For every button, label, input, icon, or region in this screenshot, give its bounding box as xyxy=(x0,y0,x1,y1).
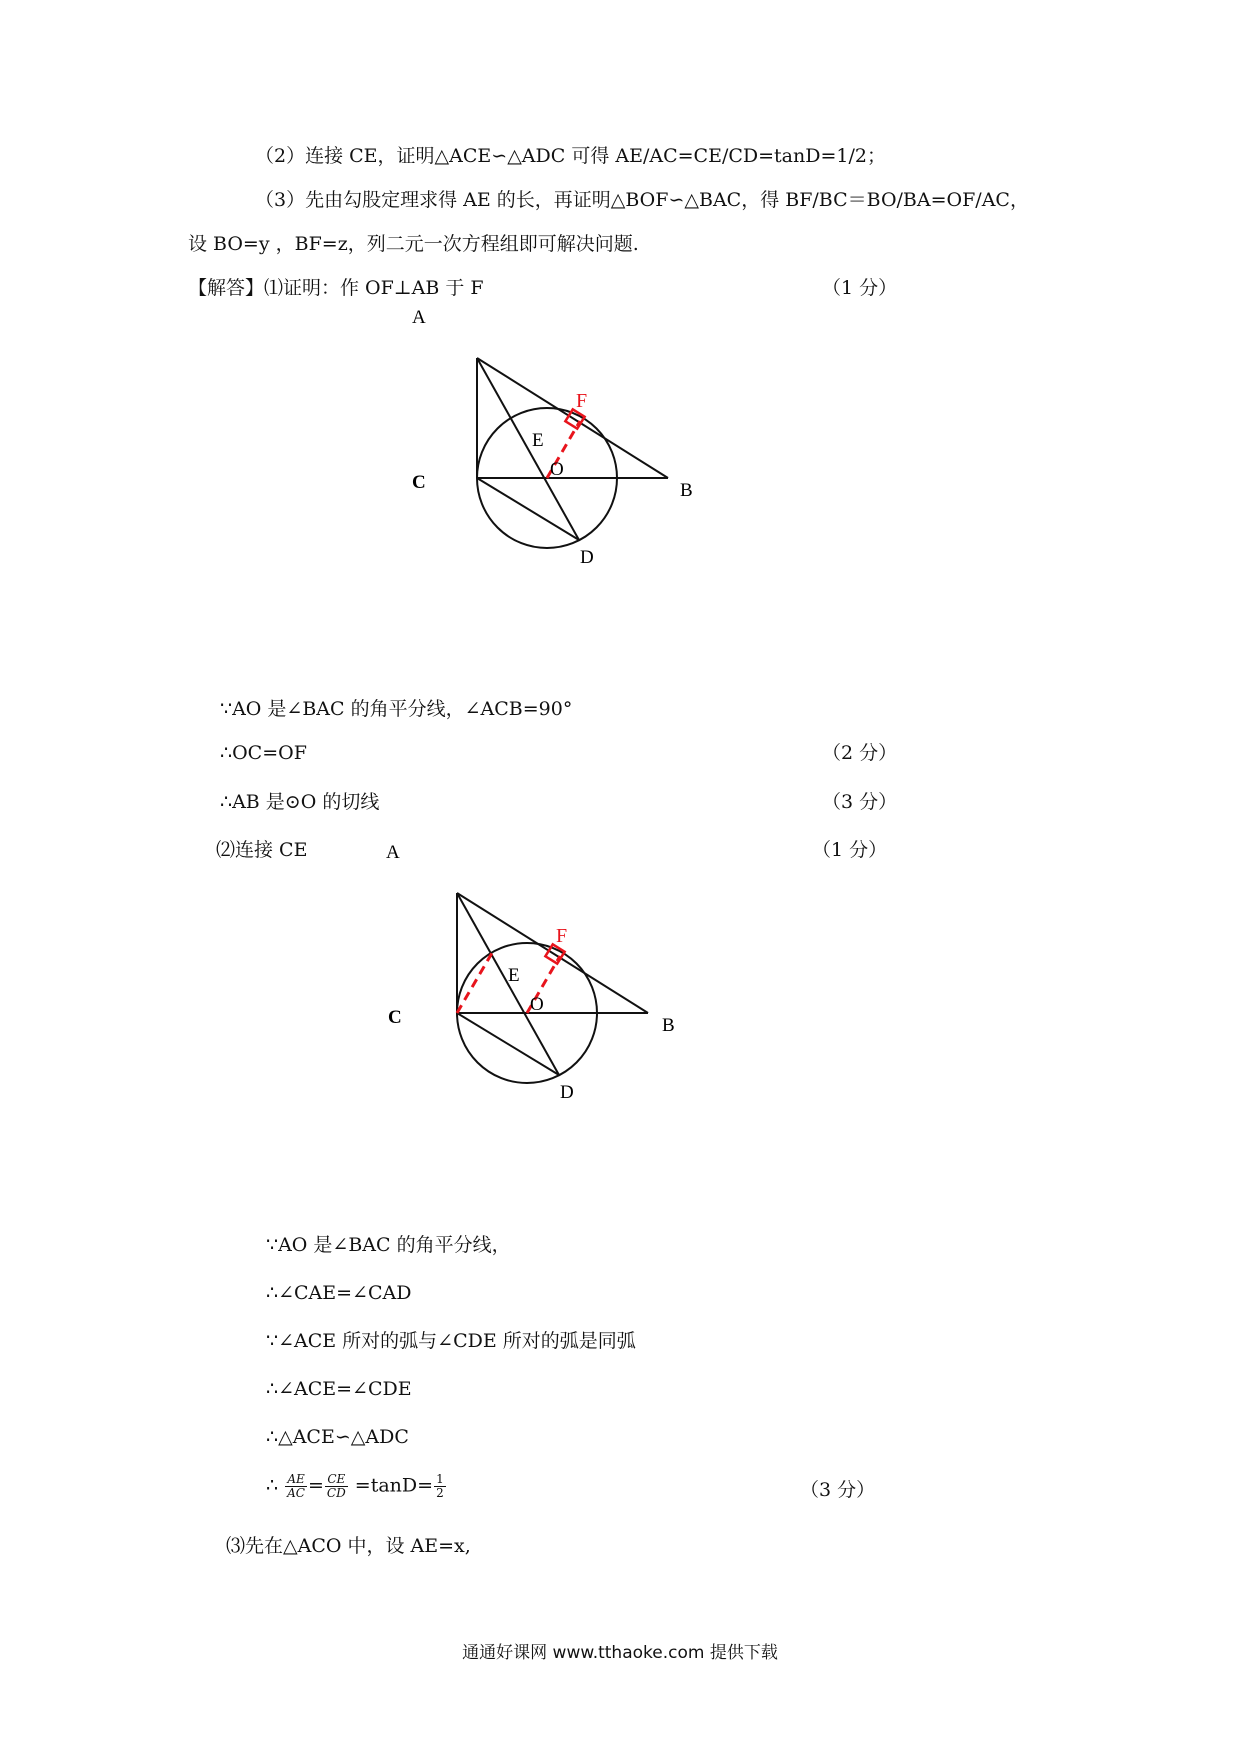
fraction-one-half xyxy=(434,1473,446,1500)
segment-cd xyxy=(457,1013,559,1075)
fraction-numerator: AE xyxy=(285,1473,307,1487)
label-f: F xyxy=(576,390,588,412)
fraction-denominator: AC xyxy=(287,1486,305,1500)
fraction-denominator: CD xyxy=(326,1486,346,1500)
tan-d-text: =tanD= xyxy=(354,1474,434,1497)
because-ao-bisector-2: ∵AO 是∠BAC 的角平分线， xyxy=(266,1234,511,1256)
score-label: （2 分） xyxy=(822,742,898,764)
label-a: A xyxy=(412,307,426,328)
label-b: B xyxy=(662,1015,675,1036)
segment-ab xyxy=(457,893,648,1013)
segment-ce-dashed xyxy=(457,953,492,1013)
fraction-numerator: 1 xyxy=(436,1472,444,1486)
label-c: C xyxy=(412,472,426,493)
fraction-denominator: 2 xyxy=(436,1486,444,1500)
label-o: O xyxy=(550,459,564,480)
page-footer: 通通好课网 www.tthaoke.com 提供下载 xyxy=(462,1643,778,1663)
fraction-numerator: CE xyxy=(325,1473,348,1487)
segment-cd xyxy=(477,478,579,540)
segment-ab xyxy=(477,358,668,478)
geometry-figure-1 xyxy=(412,307,730,568)
label-a: A xyxy=(386,842,400,863)
label-f: F xyxy=(556,925,568,947)
analysis-step-3: （3）先由勾股定理求得 AE 的长，再证明△BOF∽△BAC，得 BF/BC＝BO/BA=OF/AC， xyxy=(255,189,1029,211)
score-label: （3 分） xyxy=(822,791,898,813)
therefore-ratio xyxy=(266,1473,447,1500)
therefore-symbol: ∴ xyxy=(266,1474,279,1497)
score-label: （1 分） xyxy=(822,277,898,299)
label-d: D xyxy=(560,1082,574,1103)
label-c: C xyxy=(388,1007,402,1028)
figure-2-svg xyxy=(386,842,710,1103)
solution-part-3: ⑶先在△ACO 中，设 AE=x, xyxy=(226,1535,471,1557)
therefore-oc-of: ∴OC=OF xyxy=(220,742,307,764)
analysis-step-3-cont: 设 BO=y ，BF=z，列二元一次方程组即可解决问题. xyxy=(188,233,639,255)
figure-1-svg xyxy=(412,307,730,568)
analysis-step-2: （2）连接 CE，证明△ACE∽△ADC 可得 AE/AC=CE/CD=tanD=1/2； xyxy=(255,145,886,167)
because-same-arc: ∵∠ACE 所对的弧与∠CDE 所对的弧是同弧 xyxy=(266,1330,636,1352)
solution-part-1: 【解答】⑴证明：作 OF⊥AB 于 F xyxy=(188,277,484,299)
therefore-ace-cde: ∴∠ACE=∠CDE xyxy=(266,1378,412,1400)
label-d: D xyxy=(580,547,594,568)
label-e: E xyxy=(532,430,544,451)
score-label: （1 分） xyxy=(812,839,888,861)
score-label: （3 分） xyxy=(800,1479,876,1501)
because-ao-bisector: ∵AO 是∠BAC 的角平分线，∠ACB=90° xyxy=(220,698,573,720)
label-o: O xyxy=(530,994,544,1015)
therefore-tangent: ∴AB 是⊙O 的切线 xyxy=(220,791,380,813)
fraction-ae-ac xyxy=(285,1473,307,1500)
label-e: E xyxy=(508,965,520,986)
therefore-cae-cad: ∴∠CAE=∠CAD xyxy=(266,1282,412,1304)
equals-sign: = xyxy=(308,1474,324,1497)
geometry-figure-2 xyxy=(386,842,710,1103)
therefore-similar: ∴△ACE∽△ADC xyxy=(266,1426,409,1448)
fraction-ce-cd xyxy=(325,1473,348,1500)
label-b: B xyxy=(680,480,693,501)
solution-part-2: ⑵连接 CE xyxy=(216,839,308,861)
